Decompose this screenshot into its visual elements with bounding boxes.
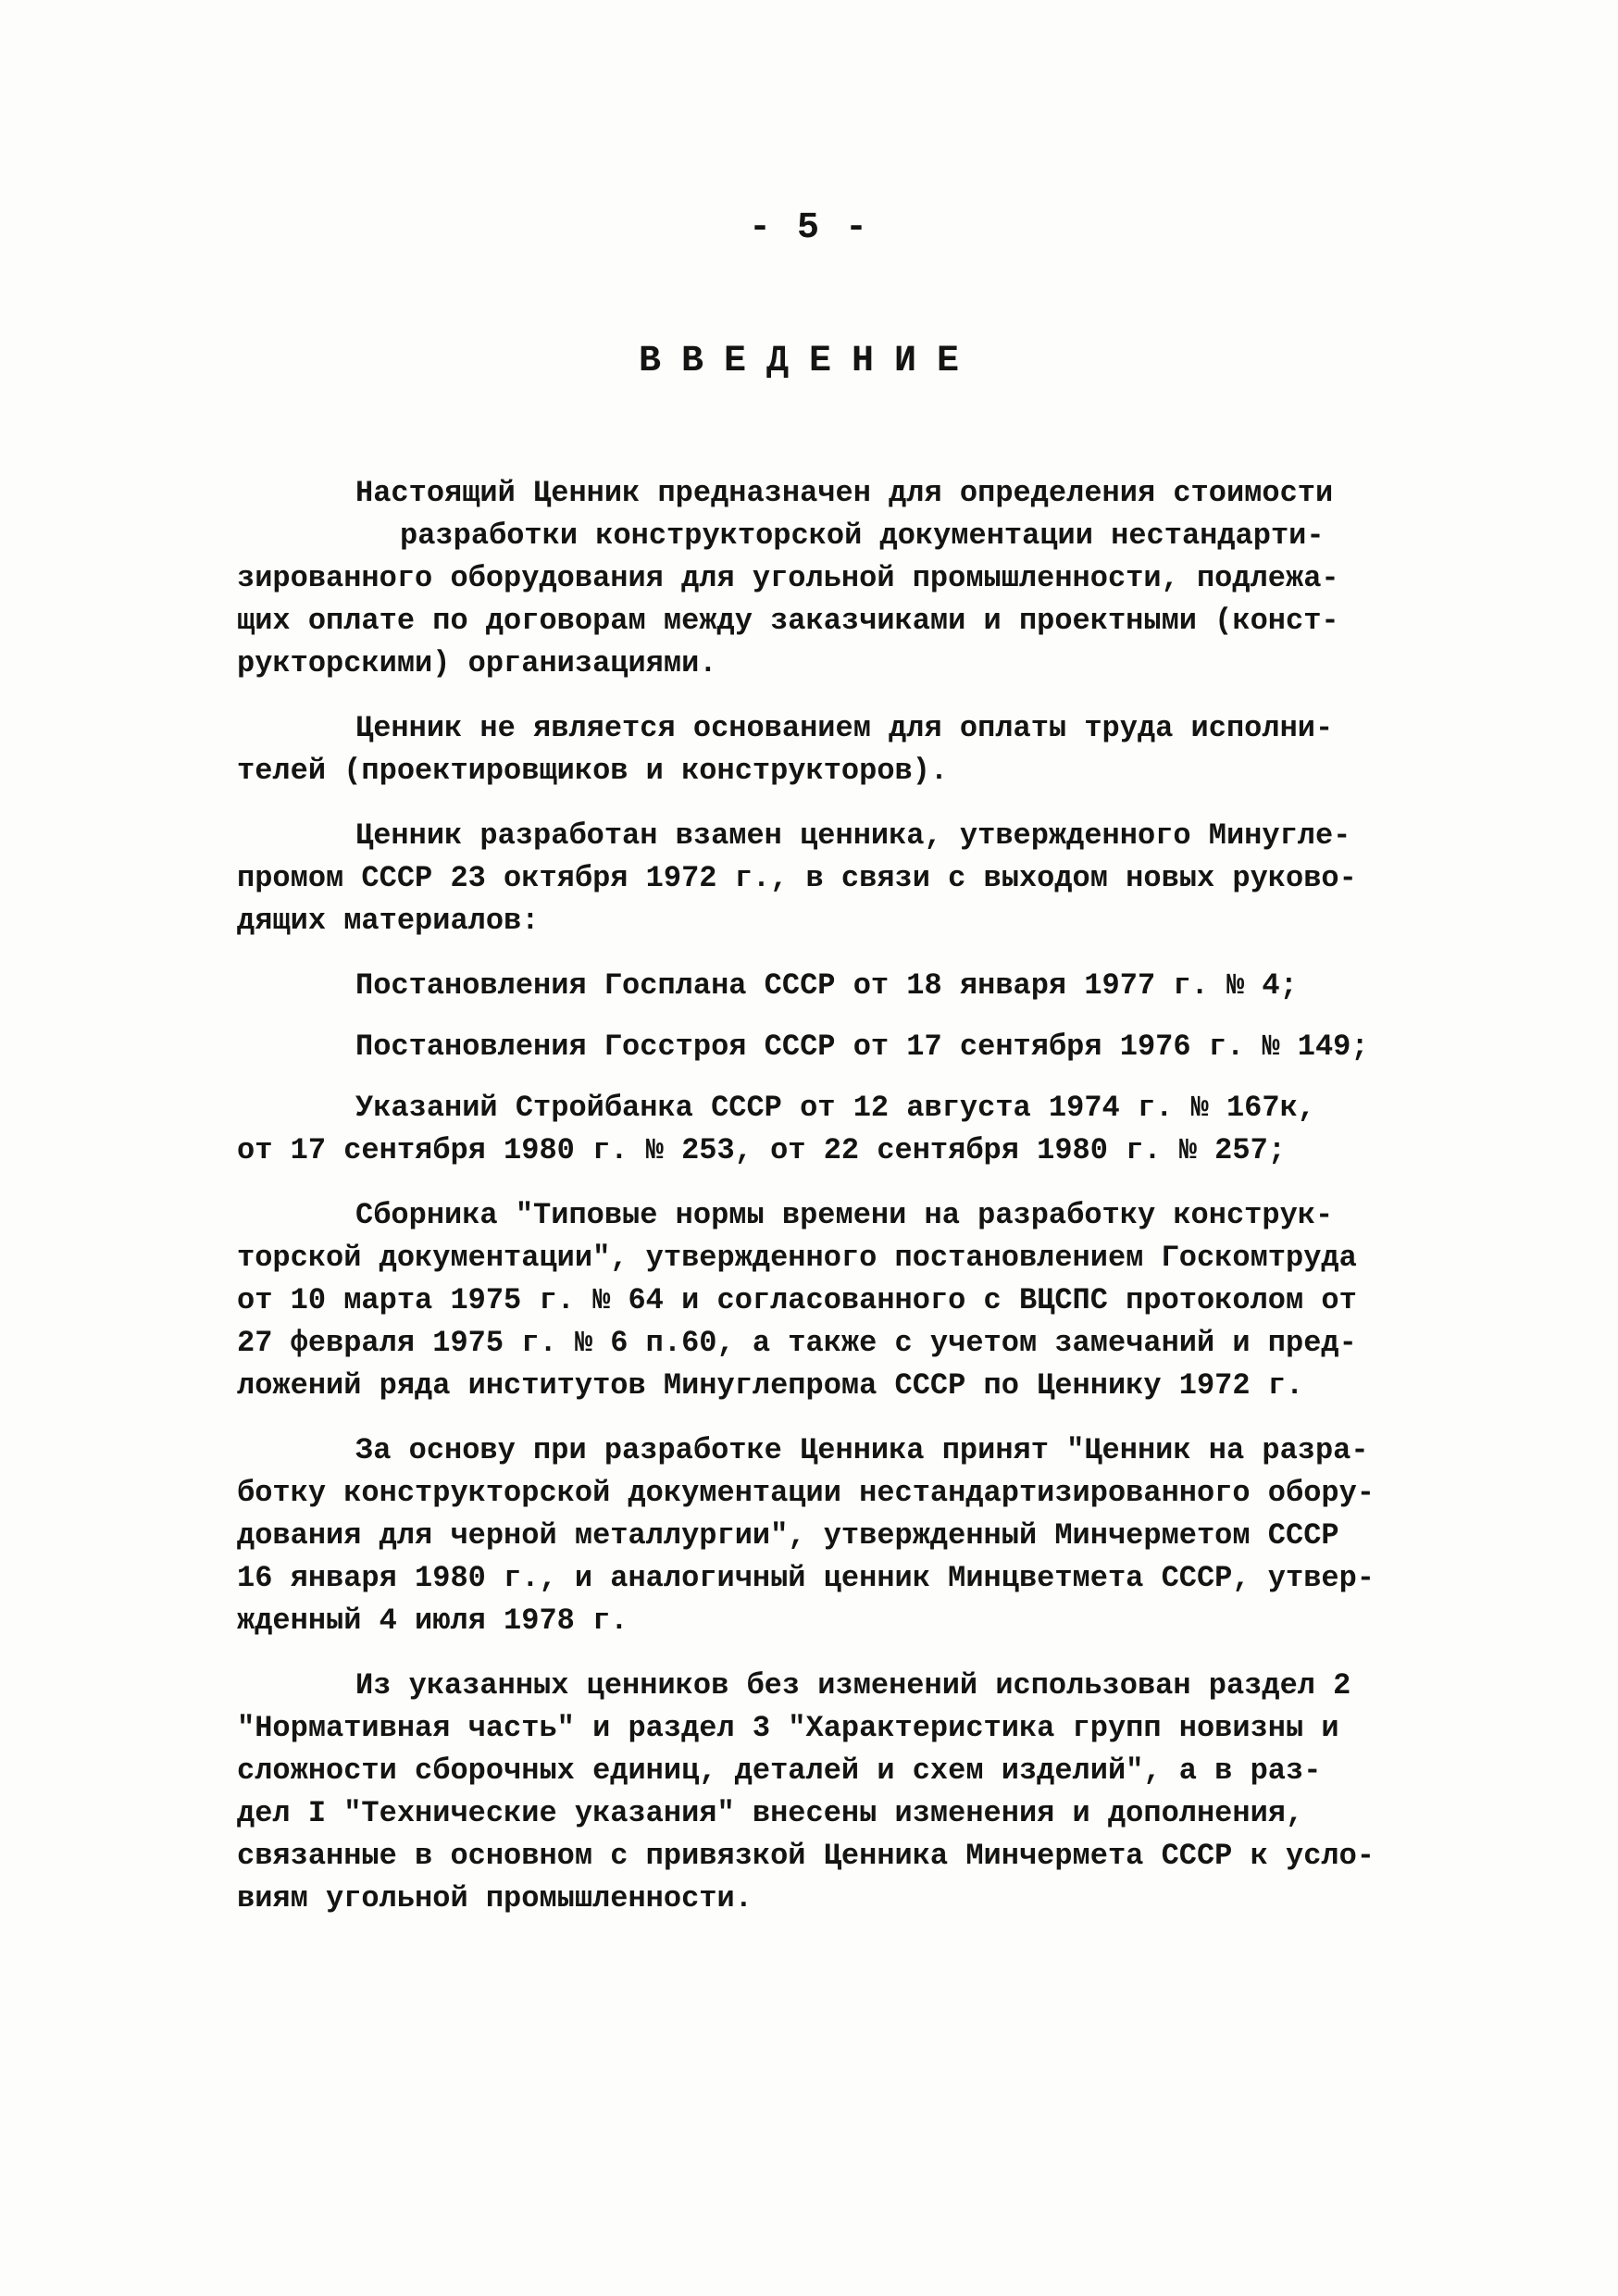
list-item-sbornik [237,1194,1394,1407]
text-line: телей (проектировщиков и конструкторов). [237,754,949,788]
text-line: дел I "Технические указания" внесены изменения и дополнения, [237,1796,1304,1830]
text-line: связанные в основном с привязкой Ценника Минчермета СССР к усло- [237,1839,1375,1873]
list-item-gosplan [237,965,1394,1007]
text-line: от 17 сентября 1980 г. № 253, от 22 сентября 1980 г. № 257; [237,1133,1286,1167]
text-line: ботку конструкторской документации нестандартизированного обору- [237,1476,1375,1510]
paragraph-basis [237,1429,1394,1642]
text-line: Указаний Стройбанка СССР от 12 августа 1974 г. № 167к, [355,1091,1315,1125]
section-heading: ВВЕДЕНИЕ [638,341,980,382]
text-line: Постановления Госстроя СССР от 17 сентября 1976 г. № 149; [355,1029,1369,1064]
text-line: Настоящий Ценник предназначен для определения стоимости [355,476,1334,510]
text-line: дования для черной металлургии", утвержденный Минчерметом СССР [237,1518,1339,1553]
text-line: торской документации", утвержденного постановлением Госкомтруда [237,1241,1357,1275]
text-line: Из указанных ценников без изменений использован раздел 2 [355,1668,1351,1703]
text-line: зированного оборудования для угольной промышленности, подлежа- [237,561,1339,595]
text-line: от 10 марта 1975 г. № 64 и согласованного с ВЦСПС протоколом от [237,1283,1357,1317]
paragraph-purpose [237,472,1394,685]
text-line: сложности сборочных единиц, деталей и схем изделий", а в раз- [237,1753,1322,1788]
paragraph-changes [237,1665,1394,1920]
page-number: - 5 - [748,207,870,249]
text-line: 16 января 1980 г., и аналогичный ценник Минцветмета СССР, утвер- [237,1561,1375,1595]
text-line: жденный 4 июля 1978 г. [237,1603,629,1638]
text-line: ложений ряда институтов Минуглепрома СССР по Ценнику 1972 г. [237,1368,1304,1403]
list-item-stroybank [237,1087,1394,1172]
text-line: Постановления Госплана СССР от 18 января 1977 г. № 4; [355,968,1298,1003]
paragraph-not-basis [237,707,1394,792]
text-line: Сборника "Типовые нормы времени на разработку конструк- [355,1198,1334,1232]
text-line: промом СССР 23 октября 1972 г., в связи с выходом новых руково- [237,861,1357,895]
text-line: За основу при разработке Ценника принят "Ценник на разра- [355,1433,1369,1467]
list-item-gosstroy [237,1026,1394,1068]
text-line: "Нормативная часть" и раздел 3 "Характеристика групп новизны и [237,1711,1339,1745]
paragraph-replacement [237,815,1394,942]
text-line: Ценник разработан взамен ценника, утвержденного Минугле- [355,818,1351,853]
text-line: виям угольной промышленности. [237,1881,753,1915]
body-text [237,472,1394,1942]
text-line: Ценник не является основанием для оплаты труда исполни- [355,711,1334,745]
text-line: рукторскими) организациями. [237,646,717,680]
text-line: 27 февраля 1975 г. № 6 п.60, а также с учетом замечаний и пред- [237,1326,1357,1360]
text-line: дящих материалов: [237,904,540,938]
text-line: разработки конструкторской документации нестандарти- [400,518,1325,553]
text-line: щих оплате по договорам между заказчиками и проектными (конст- [237,604,1339,638]
